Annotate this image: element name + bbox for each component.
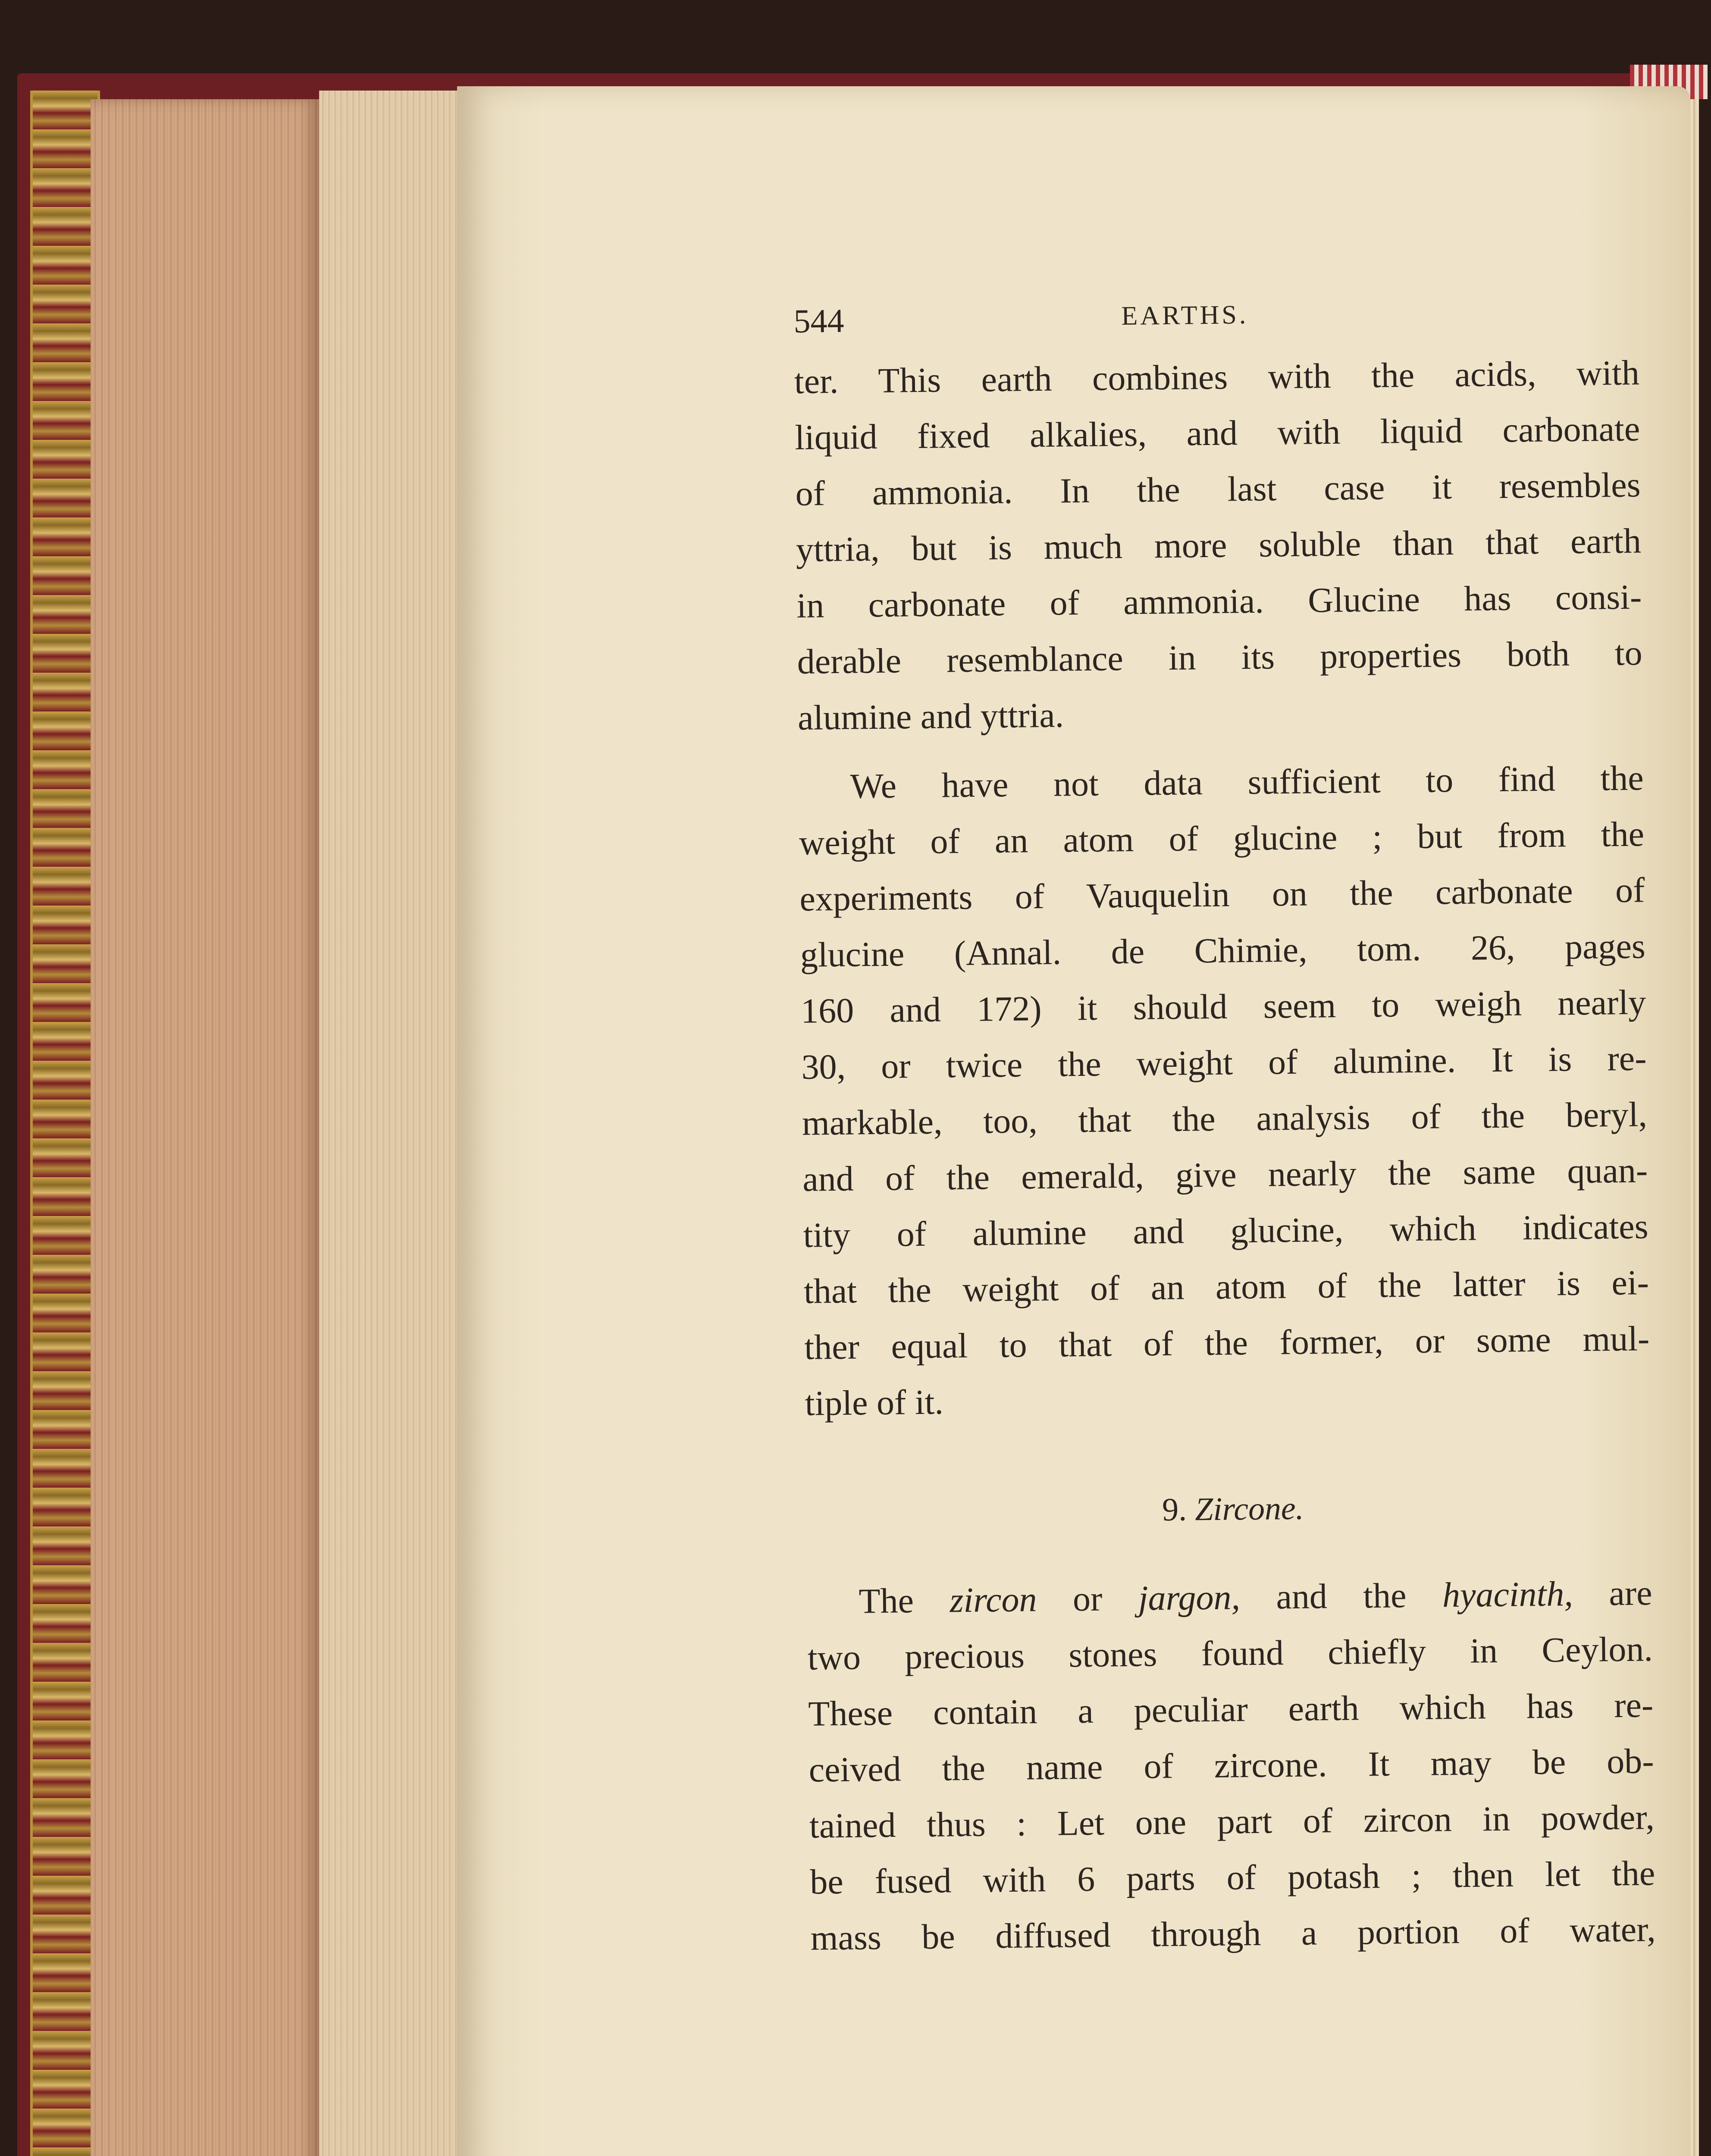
page-number: 544 <box>793 301 844 340</box>
text-line: two precious stones found chiefly in Ceylon. <box>807 1629 1653 1677</box>
paragraph-1 <box>794 345 1643 746</box>
text-line: and of the emerald, give nearly the same quan- <box>802 1150 1648 1199</box>
paragraph-2 <box>798 750 1650 1431</box>
section-number: 9. <box>1162 1491 1187 1528</box>
text-run: are <box>1573 1573 1652 1614</box>
italic-term-zircon: zircon <box>950 1579 1037 1620</box>
text-line: ceived the name of zircone. It may be ob- <box>808 1741 1655 1789</box>
text-line: experiments of Vauquelin on the carbonate of <box>799 870 1645 918</box>
text-line: We have not data sufficient to find the <box>850 758 1644 806</box>
text-line-first <box>807 1565 1652 1630</box>
text-line: in carbonate of ammonia. Glucine has consi- <box>796 577 1642 625</box>
text-line: tity of alumine and glucine, which indicates <box>803 1206 1649 1255</box>
text-line: be fused with 6 parts of potash ; then let the <box>809 1853 1655 1902</box>
section-heading <box>805 1461 1651 1557</box>
text-run: The <box>859 1580 950 1621</box>
text-line: These contain a peculiar earth which has re- <box>808 1685 1654 1733</box>
text-line: ther equal to that of the former, or some mul- <box>804 1319 1650 1367</box>
text-line: markable, too, that the analysis of the beryl, <box>802 1094 1648 1143</box>
text-line: ter. This earth combines with the acids, with <box>794 353 1640 401</box>
text-line: that the weight of an atom of the latter is ei- <box>803 1263 1649 1311</box>
italic-term-jargon: jargon, <box>1138 1577 1241 1618</box>
gilt-decoration <box>30 91 100 2156</box>
paragraph-3 <box>807 1565 1656 1966</box>
page-block-edge <box>91 99 319 2156</box>
text-line: of ammonia. In the last case it resembles <box>795 465 1641 513</box>
section-title: Zircone. <box>1194 1490 1304 1528</box>
text-line: liquid fixed alkalies, and with liquid carbonate <box>794 409 1640 457</box>
page-stack <box>319 91 457 2156</box>
running-head <box>793 293 1639 354</box>
text-line: yttria, but is much more soluble than that earth <box>796 521 1642 569</box>
text-line: weight of an atom of glucine ; but from the <box>799 814 1645 862</box>
text-line: tained thus : Let one part of zircon in powder, <box>809 1797 1655 1846</box>
italic-term-hyacinth: hyacinth, <box>1442 1574 1573 1615</box>
page-text <box>793 293 1656 1966</box>
text-line: 30, or twice the weight of alumine. It is re- <box>801 1038 1647 1087</box>
text-line: tiple of it. <box>805 1382 944 1423</box>
text-line: derable resemblance in its properties both to <box>797 633 1643 681</box>
text-run: and the <box>1240 1575 1443 1617</box>
text-line: 160 and 172) it should seem to weigh nearly <box>800 982 1646 1031</box>
text-line: glucine (Annal. de Chimie, tom. 26, pages <box>800 926 1646 975</box>
text-run: or <box>1037 1578 1139 1619</box>
running-title: EARTHS. <box>1121 300 1249 331</box>
text-line: alumine and yttria. <box>797 695 1064 737</box>
text-line: mass be diffused through a portion of water, <box>810 1909 1656 1958</box>
